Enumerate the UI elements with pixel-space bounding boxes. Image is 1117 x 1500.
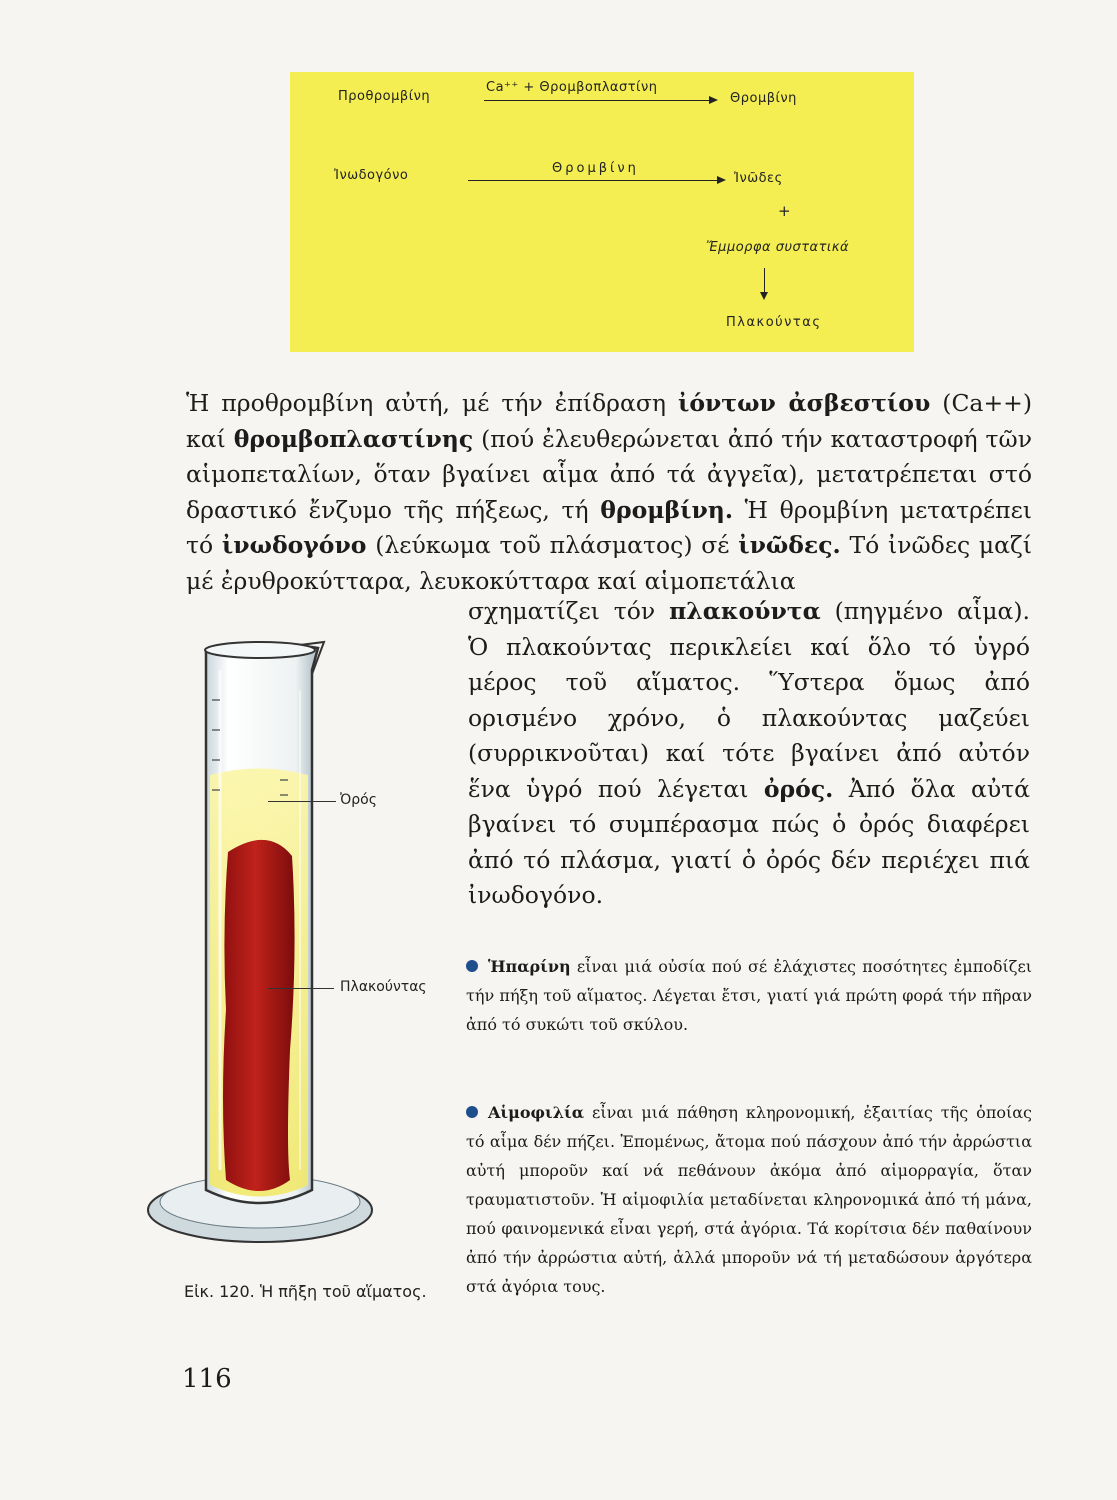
scheme-fibrinogen: Ἰνωδογόνο xyxy=(334,168,409,183)
reaction-scheme xyxy=(290,72,914,352)
scheme-plus: + xyxy=(778,202,792,220)
term-heparin: Ἡπαρίνη xyxy=(488,957,571,976)
paragraph-coagulation xyxy=(186,386,1032,599)
term-clot: πλακούντα xyxy=(669,597,821,625)
scheme-clot: Πλακούντας xyxy=(726,315,822,330)
scheme-arrow2 xyxy=(468,180,724,181)
text: Ἀπό ὅλα αὐτά βγαίνει τό συμπέρασμα πώς ὁ ὀρός διαφέρει ἀπό τό πλάσμα, γιατί ὁ ὀρός δέν περιέχει πιά ἰνωδογόνο. xyxy=(468,774,1030,909)
note-hemophilia xyxy=(466,1098,1032,1301)
leader-clot xyxy=(268,988,334,989)
page-number: 116 xyxy=(182,1364,232,1394)
figure-caption: Εἰκ. 120. Ἡ πῆξη τοῦ αἵματος. xyxy=(184,1282,427,1301)
note-heparin xyxy=(466,952,1032,1039)
scheme-fibrin: Ἰνῶδες xyxy=(734,171,783,186)
scheme-thrombin: Θρομβίνη xyxy=(730,91,797,106)
scheme-down-arrow-head xyxy=(760,292,768,300)
label-serum: Ὀρός xyxy=(340,792,377,808)
bullet-icon xyxy=(466,1106,478,1118)
scheme-arrow2-label: Θρομβίνη xyxy=(552,161,639,176)
figure-cylinder xyxy=(140,630,460,1280)
label-clot: Πλακούντας xyxy=(340,979,427,995)
text: (πηγμένο αἷμα). Ὁ πλακούντας περικλείει καί ὅλο τό ὑγρό μέρος τοῦ αἵματος. Ὕστερα ὅμως ἀπό ορισμένο χρόνο, ὁ πλακούντας μαζεύει (συρρικνοῦται) καί τότε βγαίνει ἀπό αὐτόν ἕνα ὑγρό πού λέγεται xyxy=(468,597,1030,803)
scheme-arrow1 xyxy=(484,100,716,101)
scheme-formed-elements: Ἔμμορφα συστατικά xyxy=(706,240,850,255)
term-serum: ὀρός. xyxy=(763,774,834,803)
term-calcium-ions: ἰόντων ἀσβεστίου xyxy=(677,389,931,417)
text: (πού ἐλευθερώνεται ἀπό τήν καταστροφή τῶν αἱμοπεταλίων, ὅταν βγαίνει αἷμα ἀπό τά ἀγγεῖα), μετατρέπεται στό δραστικό ἔνζυμο τῆς πήξεως, τή xyxy=(186,424,1032,524)
text: Τό ἰνῶδες μαζί μέ ἐρυθροκύτταρα, λευκοκύτταρα καί αἱμοπετάλια xyxy=(186,531,1032,595)
scheme-prothrombin: Προθρομβίνη xyxy=(338,89,431,104)
text: Ἡ θρομβίνη μετατρέπει τό xyxy=(186,495,1032,559)
term-thromboplastin: θρομβοπλαστίνης xyxy=(233,424,474,453)
term-fibrinogen: ἰνωδογόνο xyxy=(221,531,367,559)
leader-serum xyxy=(268,801,336,802)
text: Ἡ προθρομβίνη αὐτή, μέ τήν ἐπίδραση xyxy=(186,389,678,417)
paragraph-clot-serum xyxy=(468,594,1030,914)
text: (Ca++) καί xyxy=(186,389,1032,453)
text: σχηματίζει τόν xyxy=(468,597,670,625)
term-thrombin: θρομβίνη. xyxy=(600,495,734,524)
text: εἶναι μιά οὐσία πού σέ ἐλάχιστες ποσότητες ἐμποδίζει τήν πήξη τοῦ αἵματος. Λέγεται ἔτσι, γιατί γιά πρώτη φορά τήν πῆραν ἀπό τό συκώτι τοῦ σκύλου. xyxy=(466,957,1032,1034)
term-hemophilia: Αἱμοφιλία xyxy=(488,1103,585,1122)
term-fibrin: ἰνῶδες. xyxy=(738,531,841,559)
cylinder-illustration xyxy=(140,630,460,1280)
text: εἶναι μιά πάθηση κληρονομική, ἐξαιτίας τῆς ὁποίας τό αἷμα δέν πήζει. Ἑπομένως, ἄτομα πού πάσχουν ἀπό τήν ἀρρώστια αὐτή μποροῦν καί νά πεθάνουν ἀκόμα ἀπό αἱμορραγία, ὅταν τραυματιστοῦν. Ἡ αἱμοφιλία μεταδίνεται κληρονομικά ἀπό τή μάνα, πού φαινομενικά εἶναι γερή, στά ἀγόρια. Τά κορίτσια δέν παθαίνουν ἀπό τήν ἀρρώστια αὐτή, ἀλλά μποροῦν νά τή μεταδώσουν ἀργότερα στά ἀγόρια τους. xyxy=(466,1103,1032,1296)
scheme-down-arrow xyxy=(764,268,765,294)
scheme-arrow1-label: Ca⁺⁺ + Θρομβοπλαστίνη xyxy=(486,80,658,95)
text: (λεύκωμα τοῦ πλάσματος) σέ xyxy=(366,531,739,559)
bullet-icon xyxy=(466,960,478,972)
